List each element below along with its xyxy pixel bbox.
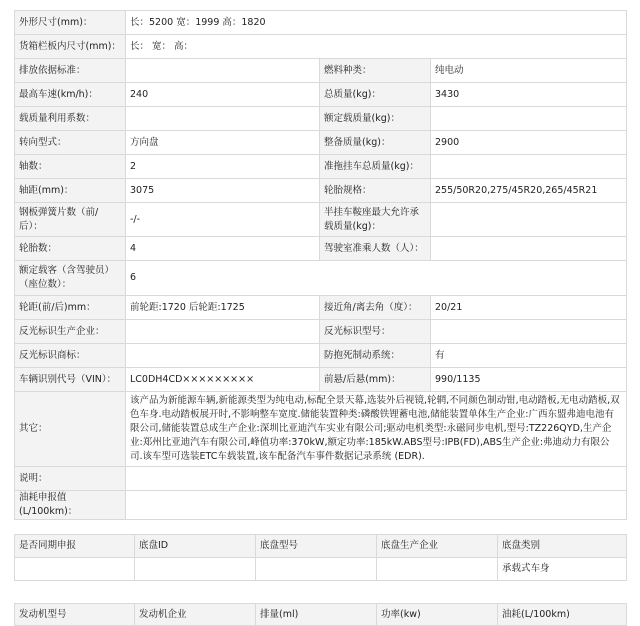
spec-label: 燃料种类：	[320, 59, 431, 83]
spec-row	[15, 203, 627, 237]
spec-value	[126, 59, 320, 83]
spec-row	[15, 11, 627, 35]
engine-table	[14, 603, 627, 626]
spec-label: 轴距(mm)：	[15, 179, 126, 203]
spec-label: 钢板弹簧片数（前/后）：	[15, 203, 126, 237]
engine-header-cell: 排量(ml)	[256, 604, 377, 626]
spec-value: 6	[126, 261, 627, 296]
spec-value: 3430	[431, 83, 627, 107]
spec-row	[15, 320, 627, 344]
spec-value	[431, 155, 627, 179]
spec-value: -/-	[126, 203, 320, 237]
spec-label: 反光标识生产企业：	[15, 320, 126, 344]
chassis-data-row	[15, 558, 627, 581]
chassis-data-cell	[15, 558, 135, 581]
engine-header-cell: 发动机型号	[15, 604, 135, 626]
spec-value: 4	[126, 237, 320, 261]
spec-value: 前轮距:1720 后轮距:1725	[126, 296, 320, 320]
spec-row	[15, 368, 627, 392]
spec-value: 长：5200 宽：1999 高：1820	[126, 11, 627, 35]
spec-label: 油耗申报值(L/100km)：	[15, 491, 126, 520]
spec-label: 转向型式：	[15, 131, 126, 155]
spec-value	[126, 320, 320, 344]
spec-row	[15, 131, 627, 155]
spec-label: 车辆识别代号（VIN）：	[15, 368, 126, 392]
chassis-header-row	[15, 535, 627, 558]
spec-label: 接近角/离去角（度）：	[320, 296, 431, 320]
spec-value: 方向盘	[126, 131, 320, 155]
spec-label: 总质量(kg)：	[320, 83, 431, 107]
spec-label: 半挂车鞍座最大允许承载质量(kg)：	[320, 203, 431, 237]
spec-row	[15, 179, 627, 203]
chassis-header-cell: 底盘型号	[256, 535, 377, 558]
spec-value: 有	[431, 344, 627, 368]
spec-label: 准拖挂车总质量(kg)：	[320, 155, 431, 179]
spec-value	[431, 107, 627, 131]
spec-value	[126, 467, 627, 491]
spec-row	[15, 59, 627, 83]
spec-row	[15, 237, 627, 261]
chassis-data-cell: 承载式车身	[498, 558, 627, 581]
spec-row	[15, 467, 627, 491]
spec-label: 前悬/后悬(mm)：	[320, 368, 431, 392]
spec-label: 反光标识型号：	[320, 320, 431, 344]
spec-value: 2900	[431, 131, 627, 155]
spec-value: LC0DH4CD×××××××××	[126, 368, 320, 392]
spec-label: 外形尺寸(mm)：	[15, 11, 126, 35]
engine-header-cell: 油耗(L/100km)	[498, 604, 627, 626]
spec-row	[15, 344, 627, 368]
spec-label: 整备质量(kg)：	[320, 131, 431, 155]
spec-label: 额定载客（含驾驶员）（座位数）：	[15, 261, 126, 296]
chassis-data-cell	[377, 558, 498, 581]
spec-row	[15, 261, 627, 296]
chassis-data-cell	[135, 558, 256, 581]
spec-row	[15, 296, 627, 320]
spec-value: 990/1135	[431, 368, 627, 392]
spec-value: 20/21	[431, 296, 627, 320]
chassis-header-cell: 底盘类别	[498, 535, 627, 558]
spec-label: 其它：	[15, 392, 126, 467]
spec-label: 轮胎数：	[15, 237, 126, 261]
spec-row	[15, 491, 627, 520]
chassis-data-cell	[256, 558, 377, 581]
spec-label: 轮距(前/后)mm：	[15, 296, 126, 320]
engine-header-row	[15, 604, 627, 626]
chassis-header-cell: 底盘生产企业	[377, 535, 498, 558]
spec-value: 2	[126, 155, 320, 179]
spec-value	[126, 491, 627, 520]
chassis-header-cell: 底盘ID	[135, 535, 256, 558]
spec-label: 驾驶室准乘人数（人）：	[320, 237, 431, 261]
chassis-table	[14, 534, 627, 581]
spec-value: 长： 宽： 高：	[126, 35, 627, 59]
spec-value: 255/50R20,275/45R20,265/45R21	[431, 179, 627, 203]
spec-label: 说明：	[15, 467, 126, 491]
spec-label: 轮胎规格：	[320, 179, 431, 203]
spec-label: 轴数：	[15, 155, 126, 179]
chassis-header-cell: 是否同期申报	[15, 535, 135, 558]
spec-value: 该产品为新能源车辆,新能源类型为纯电动,标配全景天幕,选装外后视镜,轮辋,不同颜色制动钳,电动踏板,无电动踏板,双色车身.电动踏板展开时,不影响整车宽度.储能装置种类:磷酸铁锂蓄电池,储能装置单体生产企业:广西东盟弗迪电池有限公司,储能装置总成生产企业:深圳比亚迪汽车实业有限公司;驱动电机类型:永磁同步电机,型号:TZ226QYD,生产企业:郑州比亚迪汽车有限公司,峰值功率:370kW,额定功率:185kW.ABS型号:IPB(FD),ABS生产企业:弗迪动力有限公司.该车型可选装ETC车载装置,该车配备汽车事件数据记录系统 (EDR).	[126, 392, 627, 467]
spec-row	[15, 155, 627, 179]
spec-row	[15, 83, 627, 107]
spec-label: 防抱死制动系统：	[320, 344, 431, 368]
spec-value: 240	[126, 83, 320, 107]
spec-row	[15, 392, 627, 467]
spec-row	[15, 107, 627, 131]
spec-label: 载质量利用系数：	[15, 107, 126, 131]
vehicle-spec-table	[14, 10, 627, 520]
spec-value	[126, 107, 320, 131]
spec-label: 排放依据标准：	[15, 59, 126, 83]
spec-value: 纯电动	[431, 59, 627, 83]
spec-label: 额定载质量(kg)：	[320, 107, 431, 131]
engine-header-cell: 发动机企业	[135, 604, 256, 626]
spec-value	[431, 237, 627, 261]
spec-label: 反光标识商标：	[15, 344, 126, 368]
spec-value	[126, 344, 320, 368]
spec-label: 最高车速(km/h)：	[15, 83, 126, 107]
spec-value	[431, 203, 627, 237]
spec-value	[431, 320, 627, 344]
engine-header-cell: 功率(kw)	[377, 604, 498, 626]
spec-value: 3075	[126, 179, 320, 203]
spec-row	[15, 35, 627, 59]
spec-label: 货箱栏板内尺寸(mm)：	[15, 35, 126, 59]
